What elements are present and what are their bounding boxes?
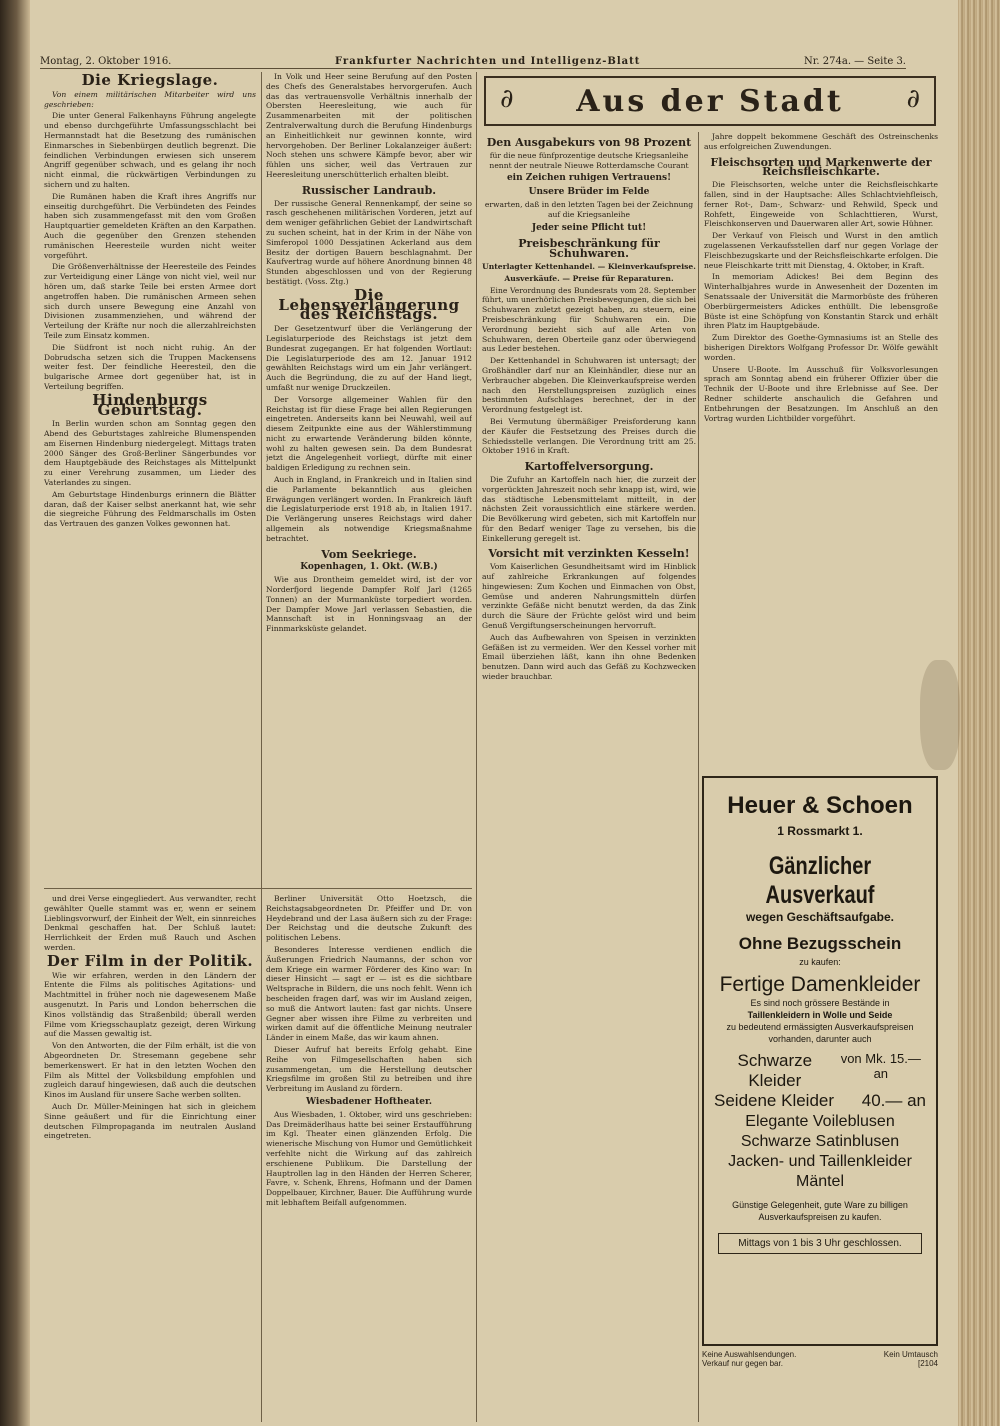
article-title-kessel: Vorsicht mit verzinkten Kesseln!: [488, 547, 690, 561]
column-rule: [698, 132, 699, 1422]
paragraph: Die Südfront ist noch nicht ruhig. An der Dobrudscha setzen sich die Truppen Mackensens weiter fest. Der feindliche Heeresteil, den die bulgarische Armee dort gegenüber hat, ist in Verteilung begriffen.: [44, 342, 256, 391]
paragraph: Auch in England, in Frankreich und in Italien sind die Parlamente bekanntlich aus gleichen Erwägungen verlängert worden. In Frankreich läuft die Legislaturperiode erst 1918 ab, in Italien 1917. Die Verlängerung unseres Reichstags wird daher allgemein als notwendige Kriegsmaßnahme betrachtet.: [266, 475, 472, 543]
paragraph: Vom Kaiserlichen Gesundheitsamt wird im Hinblick auf zahlreiche Erkrankungen auf folgendes hingewiesen: Zum Kochen und Einmachen von Obst, Gemüse und anderen Nahrungsmitteln dürfen verzinkte Gefäße nicht benutzt werden, da das Zink durch die Säure der Früchte gelöst wird und beim Genuß Vergiftungserscheinungen hervorruft.: [482, 562, 696, 631]
column-1: [44, 72, 256, 884]
paragraph: Die unter General Falkenhayns Führung angelegte und ebenso durchgeführte Umfassungsschlacht bei Hermannstadt hat die Besetzung des rumänischen Einmarsches in Siebenbürgen deutlich begrenzt. Die feindlichen Verbindungen erwiesen sich unserem Angriff gegenüber schwach, und es gelang ihr noch nicht einmal, die rückwärtigen Verbindungen zu sichern und zu halten.: [44, 111, 256, 189]
article-title-hindenburg: Hindenburgs Geburtstag.: [92, 390, 208, 419]
ad-to-buy: zu kaufen:: [799, 957, 841, 967]
paper-stain: [920, 660, 960, 770]
ad-text-line: Taillenkleidern in Wolle und Seide: [747, 1010, 893, 1020]
paragraph: Wie aus Drontheim gemeldet wird, ist der vor Norderfjord liegende Dampfer Rolf Jarl (1265 Tonnen) an der Murmanküste torpediert worden. Der Dampfer Mowe Jarl verlassen Sebastien, die Mannschaft ist in Honningsvaag an der Finnmarksküste gelandet.: [266, 575, 472, 634]
ad-dresses: Fertige Damenkleider: [719, 973, 921, 996]
paragraph: Der Vorsorge allgemeiner Wahlen für den Reichstag ist für diese Frage bei allen Regierungen eingetreten. Anderseits kann bei Neuwahl, weil auf diesem Zeitpunkte eine aus der Wählerstimmung nicht zu erwartende Veränderung bilden könnte, wohl zu halten gewesen sein. Da dem Bundesrat jetzt die Angelegenheit vorliegt, dürfte mit einer baldigen Erledigung zu rechnen sein.: [266, 394, 472, 473]
subheading: Ausverkäufe. — Preise für Reparaturen.: [504, 273, 674, 283]
ad-sale-reason: wegen Geschäftsaufgabe.: [745, 910, 895, 924]
paragraph: Der russische General Rennenkampf, der seine so rasch geschehenen militärischen Vorderen, jetzt auf dem weniger gefährlichen Gebiet der Landwirtschaft zu suchen scheint, hat in der Krim in der Nähe von Simferopol 1000 Dessjatinen Ackerland aus dem Besitz der dortigen Bauern beschlagnahmt. Der Kaufvertrag wurde auf höhere Anordnung binnen 48 Stunden abgeschlossen und von der Regierung bestätigt. (Voss. Ztg.): [266, 198, 472, 286]
ad-black-price: von Mk. 15.— an: [840, 1051, 921, 1081]
paragraph: Der Verkauf von Fleisch und Wurst in den amtlich zugelassenen Verkaufsstellen darf nur gegen Vorlage der Fleischbezugskarte und der Reichsfleischkarte erfolgen. Die neue Fleischkarte tritt mit Dienstag, 4. Oktober, in Kraft.: [704, 231, 938, 270]
ad-item: Mäntel: [795, 1173, 845, 1190]
article-title-kartoffel: Kartoffelversorgung.: [524, 460, 654, 474]
header-page-number: Nr. 274a. — Seite 3.: [803, 55, 906, 67]
section-title: Aus der Stadt: [576, 83, 844, 119]
slogan: Unsere Brüder im Felde: [528, 187, 650, 198]
slogan: ein Zeichen ruhigen Vertrauens!: [506, 173, 672, 184]
ad-silk-dresses: Seidene Kleider: [714, 1091, 835, 1110]
page-stack-edge: [958, 0, 1000, 1426]
paragraph: Die Größenverhältnisse der Heeresteile des Feindes zur Verteidigung einer Länge von nicht viel, weil nur hören um, daß starke Teile bei ersten Armee dort angetroffen haben. Die rumänischen Armeen sehen sich durch unsere Bewegung eine Anzahl von Divisionen zusammenziehen, und während der Verteilung der Kräfte nur noch die allerzahlreichsten Teile zum Einsatz kommen.: [44, 262, 256, 340]
ad-silk-price: 40.— an: [861, 1091, 926, 1110]
ad-black-dresses: Schwarze Kleider: [737, 1051, 813, 1090]
paragraph: und drei Verse eingegliedert. Aus verwandter, recht gewählter Quelle stammt was er, wenn er seinem Lieblingsvorwurf, der Einheit der Welt, ein sinnreiches Denkmal geschaffen hat. Der Schluß lautet: Herrlichkeit der Erden muß Rauch und Aschen werden.: [44, 894, 256, 952]
paragraph: Die Zufuhr an Kartoffeln nach hier, die zurzeit der vorgerückten Jahreszeit noch sehr knapp ist, wird, wie das städtische Lebensmittelamt mitteilt, in der nächsten Zeit voraussichtlich eine stärkere werden. Die Bevölkerung wird gebeten, sich mit Kartoffeln nur für den Bedarf weniger Tage zu versehen, bis die Einkellerung geregelt ist.: [482, 474, 696, 543]
paragraph: Auch das Aufbewahren von Speisen in verzinkten Gefäßen ist zu vermeiden. Wer den Kessel vorher mit Email überziehen läßt, kann ihn ohne Bedenken benutzen. Dann wird auch das Gefäß zu Kochzwecken wieder brauchbar.: [482, 632, 696, 682]
paragraph: Am Geburtstage Hindenburgs erinnern die Blätter daran, daß der Kaiser selbst anerkannt hat, wie sehr die siegreiche Führung des Feldmarschalls im Osten das Vertrauen des ganzen Volkes gewonnen hat.: [44, 489, 256, 529]
article-title-fleisch: Fleischsorten und Markenwerte der Reichsfleischkarte.: [710, 155, 932, 179]
paragraph: Jahre doppelt bekommene Geschäft des Ostreinschenks aus erfolgreichen Zuwendungen.: [704, 132, 938, 151]
ad-text-line: Es sind noch grössere Bestände in: [750, 998, 890, 1008]
paragraph: In Volk und Heer seine Berufung auf den Posten des Chefs des Generalstabes hervorgerufen. Auch das das vertrauensvolle Verhältnis innerhalb der Obersten Heeresleitung, wie auch für Zusammenarbeiten mit der politischen Zentralverwaltung durch die Berufung Hindenburgs an Einheitlichkeit nur gewinnen konnte, wird hervorgehoben. Der Berliner Lokalanzeiger äußert: Noch stehen uns schwere Kämpfe bevor, aber wir fühlen uns sicher, weil das Vertrauen zur Heeresleitung unerschütterlich erhalten bleibt.: [266, 72, 472, 179]
ad-item: Schwarze Satinblusen: [740, 1133, 900, 1150]
ad-text-line: zu bedeutend ermässigten Ausverkaufspreisen vorhanden, darunter auch: [726, 1022, 914, 1044]
paragraph: Von den Antworten, die der Film erhält, ist die von Abgeordneten Dr. Stresemann gegebene sehr bemerkenswert. Er hat in den letzten Wochen den Film als Mittel der Volksbildung empfohlen und zugleich darauf hingewiesen, daß auch die deutschen Kinos im Ausland für unsere Sache werben sollten.: [44, 1041, 256, 1100]
slogan: Jeder seine Pflicht tut!: [531, 222, 647, 233]
section-banner: [484, 76, 936, 126]
paragraph: In memoriam Adickes! Bei dem Beginn des Winterhalbjahres wurde in Anwesenheit der Dozenten im Senatssaale der Universität die Marmorbüste des früheren Oberbürgermeisters Adickes enthüllt. Die lebensgroße Büste ist eine Schöpfung von Konstantin Starck und erhält ihren Platz im Hauptgebäude.: [704, 272, 938, 331]
paragraph: Aus Wiesbaden, 1. Oktober, wird uns geschrieben: Das Dreimäderlhaus hatte bei seiner Erstaufführung im Kgl. Theater einen glänzenden Erfolg. Die wienerische Mischung von Humor und Gemütlichkeit verfehlte nicht die Wirkung auf das zahlreich erschienene Publikum. Die Darstellung der Hauptrollen lag in den Händen der Herren Scherer, Favre, v. Schenk, Ehrens, Hofmann und der Damen Doppelbauer, Kirchner, Bauer. Die Aufführung wurde mit lebhaftem Beifall aufgenommen.: [266, 1109, 472, 1207]
paragraph: In Berlin wurden schon am Sonntag gegen den Abend des Geburtstages zahlreiche Blumenspenden am Eisernen Hindenburg niedergelegt. Mittags traten 2000 Sänger des Groß-Berliner Sängerbundes vor dem Hauptgebäude des Reichstages als Mittelpunkt zu einer Verehrung zusammen, um Lieder des Vaterlandes zu singen.: [44, 419, 256, 488]
ad-hours-box: Mittags von 1 bis 3 Uhr geschlossen.: [718, 1233, 922, 1254]
column-1-lower: [44, 894, 256, 1419]
paragraph: Der Kettenhandel in Schuhwaren ist untersagt; der Großhändler darf nur an Kleinhändler, diese nur an Verbraucher abgeben. Die Kleinverkaufspreise werden nach den Herstellungspreisen zuzüglich eines bestimmten Aufschlages berechnet, der in der Verordnung festgelegt ist.: [482, 356, 696, 415]
header-date: Montag, 2. Oktober 1916.: [40, 55, 172, 67]
paragraph: Wie wir erfahren, werden in den Ländern der Entente die Films als politisches Agitations- und Machtmittel in früher noch nie dagewesenem Maße ausgenutzt. In Paris und London beherrschen die Kinos vollständig das Straßenbild; überall werden Filme vom Kriegsschauplatz gezeigt, deren Wirkung auf die Massen gewaltig ist.: [44, 970, 256, 1039]
book-binding: [0, 0, 30, 1426]
article-title-reichstag: Die Lebensverlängerung des Reichstags.: [278, 285, 460, 324]
ad-no-coupon: Ohne Bezugsschein: [738, 934, 902, 953]
subheading: Unterlagter Kettenhandel. — Kleinverkaufspreise.: [482, 261, 696, 271]
article-title-ausgabekurs: Den Ausgabekurs von 98 Prozent: [486, 136, 692, 149]
paragraph: Bei Vermutung übermäßiger Preisforderung kann der Käufer die Festsetzung des Preises durch die Schiedsstelle verlangen. Die Verordnung tritt am 25. Oktober 1916 in Kraft.: [482, 416, 696, 456]
column-4: [704, 132, 938, 768]
section-rule: [44, 888, 472, 889]
ad-footer-text: Kein Umtausch: [883, 1350, 938, 1359]
paragraph: Die Fleischsorten, welche unter die Reichsfleischkarte fallen, sind in der Hauptsache: Alles Schlachtviehfleisch, ferner Rot-, Dam-, Schwarz- und Rehwild, Speck und Rohfett, Eingeweide von Schlachttieren, Wurst, Fleischkonserven und Dauerwaren aller Art, sowie Hühner.: [704, 180, 938, 229]
article-title-hoftheater: Wiesbadener Hoftheater.: [305, 1096, 433, 1107]
column-3: [482, 132, 696, 1420]
article-title-landraub: Russischer Landraub.: [301, 183, 437, 197]
column-rule: [261, 72, 262, 1422]
paragraph: Unsere U-Boote. Im Ausschuß für Volksvorlesungen sprach am Sonntag abend ein früherer Offizier über die Technik der U-Boote und ihre Erlebnisse auf See. Der Redner schilderte anschaulich die Gefahren und Entbehrungen der Besatzungen. Im Anschluß an den Vortrag wurden Lichtbilder vorgeführt.: [704, 364, 938, 423]
paragraph: Eine Verordnung des Bundesrats vom 28. September führt, um unerhörlichen Preisbewegungen, die sich bei Schuhwaren zuletzt gezeigt haben, zu steuern, eine Preisbeschränkung für Schuhwaren ein. Die Verordnung bezieht sich auf alle Arten von Schuhwaren, deren Oberteile ganz oder überwiegend aus Leder bestehen.: [482, 285, 696, 354]
advertisement-heuer-schoen: [702, 776, 938, 1346]
paragraph: Dieser Aufruf hat bereits Erfolg gehabt. Eine Reihe von Filmgesellschaften haben sich zusammengetan, um die Herstellung deutscher Kriegsfilme im großen Stil zu betreiben und ihre Verbreitung im Ausland zu fördern.: [266, 1044, 472, 1094]
paragraph: Besonderes Interesse verdienen endlich die Äußerungen Friedrich Naumanns, der schon vor dem Kriege ein warmer Förderer des Kino war: In dieser Hinsicht — sagt er — ist es die sichtbare Weltsprache in Bildern, die uns noch fehlt. Wenn ich bescheiden fragen darf, was wir im Ausland zeigen, so muß die Antwort lauten: fast gar nichts. Unsere Gegner aber wissen ihre Filme zu verbreiten und wirken damit auf die öffentliche Meinung neutraler Länder in einem Maße, das wir kaum ahnen.: [266, 944, 472, 1043]
ad-address: 1 Rossmarkt 1.: [777, 824, 863, 838]
ad-footer: [702, 1350, 938, 1368]
dateline: Kopenhagen, 1. Okt. (W.B.): [300, 562, 438, 573]
ad-footer-number: [2104: [917, 1359, 938, 1368]
paragraph: Berliner Universität Otto Hoetzsch, die Reichstagsabgeordneten Dr. Pfeiffer und Dr. von Heydebrand und der Lasa äußern sich zu der Frage: Der Reichstag und die deutsche Zukunft des politischen Lebens.: [266, 894, 472, 943]
column-2: [266, 72, 472, 884]
paragraph: erwarten, daß in den letzten Tagen bei der Zeichnung auf die Kriegsanleihe: [484, 199, 694, 219]
column-2-lower: [266, 894, 472, 1419]
article-title-seekrieg: Vom Seekriege.: [321, 547, 417, 561]
ornament-left-icon: ∂: [500, 84, 514, 114]
column-rule: [476, 72, 477, 1422]
paragraph: Der Gesetzentwurf über die Verlängerung der Legislaturperiode des Reichstags ist jetzt dem Bundesrat zugegangen. Er hat folgenden Wortlaut: Die Legislaturperiode des am 12. Januar 1912 gewählten Reichstags wird um ein Jahr verlängert. Auch die Begründung, die zu auf der Hand liegt, umfaßt nur wenige Druckzeilen.: [266, 324, 472, 392]
ad-sale-headline: Gänzlicher Ausverkauf: [765, 852, 875, 909]
newspaper-page: [30, 0, 958, 1426]
paragraph: Zum Direktor des Goethe-Gymnasiums ist an Stelle des bisherigen Direktors Wolfgang Professor Dr. Wölfe gewählt worden.: [704, 333, 938, 362]
header-masthead: Frankfurter Nachrichten und Intelligenz-Blatt: [335, 55, 641, 67]
ad-footer-text: Verkauf nur gegen bar.: [702, 1359, 783, 1368]
article-title-film: Der Film in der Politik.: [46, 951, 254, 970]
ad-item: Elegante Voileblusen: [745, 1113, 895, 1130]
ad-price-row: [704, 1091, 936, 1111]
article-title-kriegslage: Die Kriegslage.: [81, 72, 219, 89]
ornament-right-icon: ∂: [906, 84, 920, 114]
ad-offer: Günstige Gelegenheit, gute Ware zu billigen Ausverkaufspreisen zu kaufen.: [732, 1200, 908, 1222]
article-title-schuhwaren: Preisbeschränkung für Schuhwaren.: [518, 237, 660, 261]
byline: Von einem militärischen Mitarbeiter wird uns geschrieben:: [44, 89, 256, 109]
paragraph: für die neue fünfprozentige deutsche Kriegsanleihe nennt der neutrale Nieuwe Rotterdamsche Courant: [489, 150, 689, 170]
page-header: [40, 54, 906, 69]
ad-firm-name: Heuer & Schoen: [727, 792, 913, 819]
ad-price-row: [704, 1051, 936, 1091]
ad-footer-text: Keine Auswahlsendungen.: [702, 1350, 797, 1359]
paragraph: Die Rumänen haben die Kraft ihres Angriffs nur einseitig durchgeführt. Die Verbündeten des Feindes haben sich zusammengefasst mit den vom Großen Hauptquartier gemeldeten Kräften an den Karpathen. Auch die gegenüber den Grenzen stehenden rumänischen Heeresteile wurden nicht weiter vorgeführt.: [44, 191, 256, 260]
paragraph: Auch Dr. Müller-Meiningen hat sich in gleichem Sinne geäußert und für die Einrichtung einer deutschen Filmpropaganda im neutralen Ausland eingetreten.: [44, 1101, 256, 1141]
ad-item: Jacken- und Taillenkleider: [728, 1153, 912, 1170]
